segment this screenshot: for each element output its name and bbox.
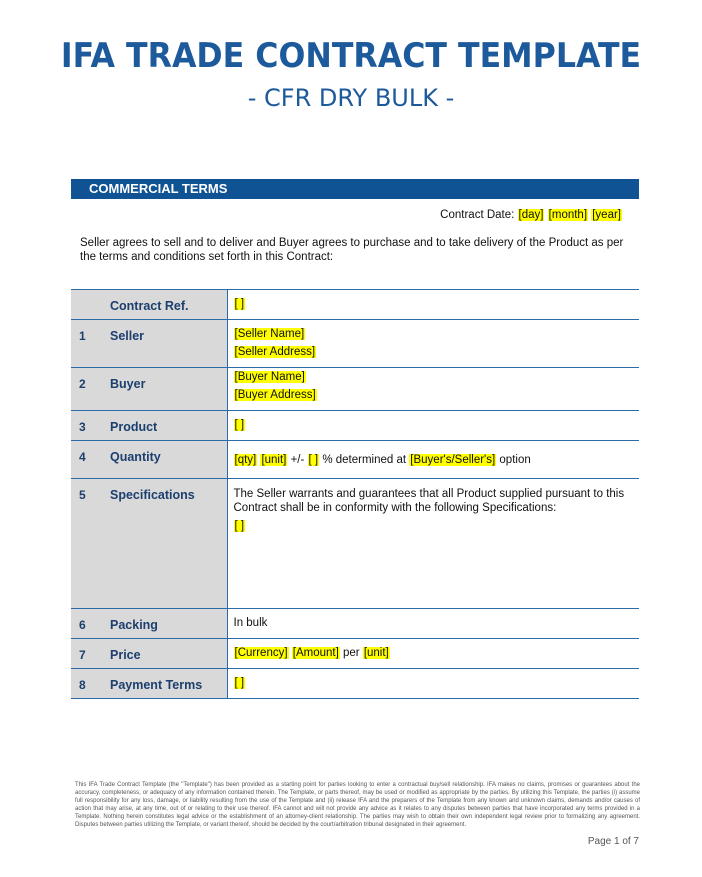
row-value-payment-terms	[227, 669, 639, 699]
specifications-field[interactable]: [ ]	[234, 520, 245, 532]
row-label-specifications: Specifications	[110, 479, 227, 609]
row-value-packing: In bulk	[227, 609, 639, 639]
commercial-terms-table	[71, 289, 639, 699]
document-subtitle: - CFR DRY BULK -	[247, 84, 455, 112]
contract-date-year-field[interactable]: [year]	[592, 209, 621, 221]
row-number: 1	[71, 320, 110, 368]
row-value-product	[227, 411, 639, 441]
quantity-text: % determined at	[322, 454, 407, 466]
row-number: 7	[71, 639, 110, 669]
table-row-specifications	[71, 479, 639, 609]
quantity-unit-field[interactable]: [unit]	[261, 454, 287, 466]
row-label-buyer: Buyer	[110, 368, 227, 411]
seller-name-field[interactable]: [Seller Name]	[234, 328, 305, 340]
row-value-seller	[227, 320, 639, 368]
row-label-seller: Seller	[110, 320, 227, 368]
seller-address-field[interactable]: [Seller Address]	[234, 346, 316, 358]
table-row-quantity	[71, 441, 639, 479]
row-number: 2	[71, 368, 110, 411]
buyer-address-field[interactable]: [Buyer Address]	[234, 389, 316, 401]
product-field[interactable]: [ ]	[234, 419, 245, 431]
buyer-name-field[interactable]: [Buyer Name]	[234, 371, 305, 383]
disclaimer-text: This IFA Trade Contract Template (the "Template") has been provided as a starting point for parties looking to enter a contractual buy/sell relationship. IFA makes no claims, promises or guarantees about the accuracy, completeness, or adequacy of any information contained therein. The Template, or parts thereof, may be used or modified as appropriate by the parties. By utilizing this Template, the parties (i) assume full responsibility for any loss, damage, or liability resulting from the use of the Template and (ii) release IFA and the preparers of the Template from any known and unknown claims, demands and/or causes of action that may arise, at any time, out of or relating to their use thereof. IFA cannot and will not provide any advice as it relates to any disputes between parties that have incorporated any terms provided in a Template. Nothing herein constitutes legal advice or the establishment of an attorney-client relationship. The parties may wish to obtain their own independent legal review prior to formalizing any agreement. Disputes between parties utilizing the Template, or variant thereof, should be decided by the court/arbitration tribunal designated in their agreement.	[75, 782, 640, 828]
row-label-packing: Packing	[110, 609, 227, 639]
contract-date-month-field[interactable]: [month]	[548, 209, 588, 221]
table-row-price	[71, 639, 639, 669]
price-unit-field[interactable]: [unit]	[363, 647, 389, 659]
payment-terms-field[interactable]: [ ]	[234, 677, 245, 689]
contract-ref-field[interactable]: [ ]	[234, 298, 245, 310]
row-value-price	[227, 639, 639, 669]
price-amount-field[interactable]: [Amount]	[292, 647, 339, 659]
row-value-buyer	[227, 368, 639, 411]
row-label-contract-ref: Contract Ref.	[110, 290, 227, 320]
contract-date-day-field[interactable]: [day]	[518, 209, 544, 221]
contract-date	[440, 209, 622, 221]
table-row-payment-terms	[71, 669, 639, 699]
table-row-packing	[71, 609, 639, 639]
table-row-contract-ref	[71, 290, 639, 320]
row-value-quantity	[227, 441, 639, 479]
row-number: 4	[71, 441, 110, 479]
quantity-tolerance-field[interactable]: [ ]	[308, 454, 319, 466]
row-label-quantity: Quantity	[110, 441, 227, 479]
row-number: 6	[71, 609, 110, 639]
specifications-text: The Seller warrants and guarantees that all Product supplied pursuant to this Contract shall be in conformity with the following Specifications:	[233, 488, 625, 514]
row-value-contract-ref	[227, 290, 639, 320]
row-number: 5	[71, 479, 110, 609]
page-number: Page 1 of 7	[587, 836, 639, 847]
row-number: 8	[71, 669, 110, 699]
table-row-seller	[71, 320, 639, 368]
table-row-buyer	[71, 368, 639, 411]
quantity-plus-minus: +/-	[290, 454, 305, 466]
intro-paragraph: Seller agrees to sell and to deliver and Buyer agrees to purchase and to take delivery of the Product as per the terms and conditions set forth in this Contract:	[80, 237, 624, 263]
table-row-product	[71, 411, 639, 441]
row-label-payment-terms: Payment Terms	[110, 669, 227, 699]
section-header-commercial-terms: COMMERCIAL TERMS	[71, 179, 639, 199]
row-number	[71, 290, 110, 320]
document-title: IFA TRADE CONTRACT TEMPLATE	[60, 36, 642, 76]
price-per-text: per	[342, 647, 360, 659]
price-currency-field[interactable]: [Currency]	[234, 647, 288, 659]
row-label-price: Price	[110, 639, 227, 669]
contract-date-label: Contract Date:	[440, 209, 515, 221]
row-label-product: Product	[110, 411, 227, 441]
quantity-qty-field[interactable]: [qty]	[234, 454, 257, 466]
quantity-option-party-field[interactable]: [Buyer's/Seller's]	[410, 454, 496, 466]
row-number: 3	[71, 411, 110, 441]
quantity-text-end: option	[499, 454, 531, 466]
row-value-specifications	[227, 479, 639, 609]
